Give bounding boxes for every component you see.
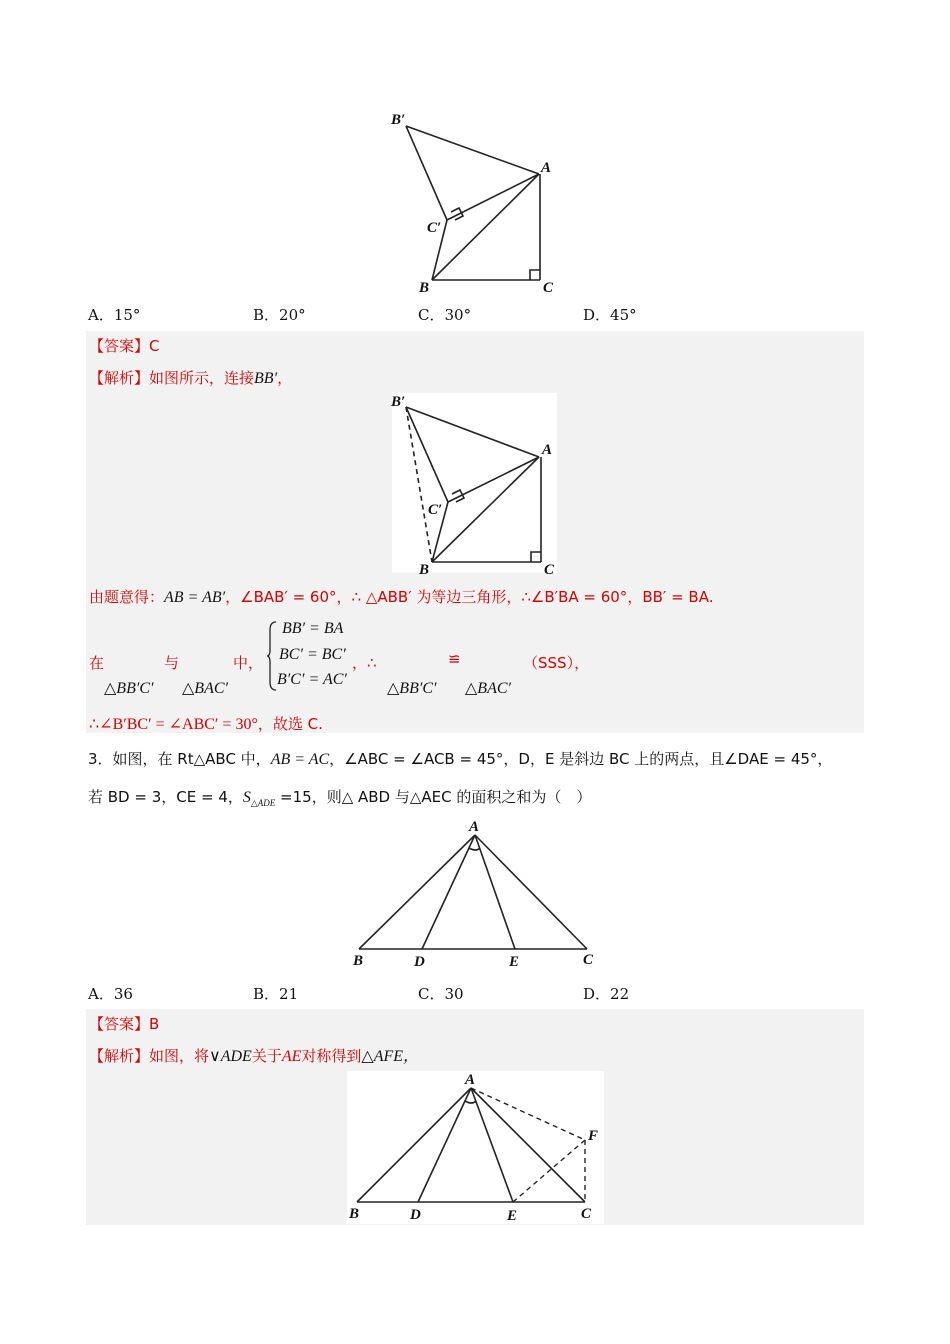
edge-a-c [471, 1088, 585, 1202]
q3-analysis-f: △AFE， [361, 1048, 420, 1065]
angle-mark-a [465, 1101, 476, 1103]
q2-line3-math: ∴∠B′BC′ = ∠ABC′ = 30° [89, 716, 258, 733]
label-f: F [588, 1128, 599, 1144]
q3-stem1-d: ，D，E 是斜边 BC 上的两点，且∠DAE = 45°， [503, 750, 833, 768]
right-angle-mark-cprime [452, 490, 464, 502]
q2-tri2: △BAC′ [182, 680, 229, 697]
label-a: A [465, 1072, 476, 1088]
label-b-prime: B′ [391, 112, 406, 128]
label-c: C [544, 562, 555, 578]
q2-answer: 【答案】C [89, 337, 160, 355]
q3-analysis-figure [345, 1068, 607, 1226]
right-angle-mark-c [530, 270, 540, 280]
q2-option-a: A．15° [88, 306, 141, 324]
q2-line1-a: 由题意得： [89, 588, 165, 606]
edge-a-e [471, 1088, 513, 1202]
q3-figure [345, 815, 605, 970]
edge-a-d [422, 835, 475, 949]
right-angle-mark-c [531, 552, 541, 562]
q3-analysis [89, 1043, 419, 1066]
dashed-f-e [513, 1140, 585, 1202]
q3-option-a: A．36 [88, 985, 133, 1003]
q3-stem2-s: S [242, 789, 251, 806]
label-e: E [509, 954, 520, 970]
q2-analysis-figure [385, 390, 560, 580]
q3-stem1-a: 3．如图，在 Rt△ABC 中， [88, 750, 271, 768]
right-angle-mark-cprime [451, 208, 463, 220]
edge-a-b [359, 835, 475, 949]
edge-bprime-cprime [406, 126, 447, 220]
edge-a-d [418, 1088, 471, 1202]
label-b-prime: B′ [391, 394, 406, 410]
label-c: C [583, 952, 594, 968]
q3-stem-line1 [88, 748, 868, 769]
q2-tri1: △BB′C′ [104, 680, 154, 697]
q3-analysis-e: 对称得到 [301, 1047, 362, 1065]
q2-brace-line1: BB′ = BA [282, 620, 344, 637]
edge-b-a [432, 174, 539, 280]
q3-stem2-b: =15，则△ ABD 与△AEC 的面积之和为（ ） [275, 788, 592, 806]
q2-tri4: △BAC′ [465, 680, 512, 697]
label-b: B [419, 280, 430, 296]
q3-option-d: D．22 [583, 985, 630, 1003]
label-c-prime: C′ [428, 502, 443, 518]
q2-analysis-math: BB′ [254, 370, 278, 387]
q3-option-c: C．30 [418, 985, 464, 1003]
q3-stem-line2 [88, 786, 868, 809]
q2-line1 [89, 586, 713, 607]
q3-analysis-d: AE [281, 1048, 302, 1065]
label-b: B [353, 953, 364, 969]
q3-stem2-sub: △ADE [250, 798, 276, 808]
q2-analysis [89, 367, 292, 388]
q2-line1-b: AB = AB′ [164, 589, 226, 606]
q3-stem1-b: AB = AC [270, 751, 330, 768]
label-a: A [469, 819, 480, 835]
q3-stem1-c: ，∠ABC = ∠ACB = 45° [329, 750, 504, 768]
q2-option-c: C．30° [418, 306, 472, 324]
q2-line1-c: ，∠BAB′ = 60° [225, 588, 337, 606]
q3-stem2-a: 若 BD = 3，CE = 4， [88, 788, 243, 806]
q3-analysis-a: 【解析】如图，将 [89, 1047, 210, 1065]
q2-analysis-prefix: 【解析】如图所示，连接 [89, 369, 255, 387]
q2-line3 [89, 713, 323, 734]
q2-option-b: B．20° [253, 306, 306, 324]
edge-a-e [475, 835, 515, 949]
edge-bprime-a [406, 126, 539, 174]
q2-option-d: D．45° [583, 306, 637, 324]
q2-tri3: △BB′C′ [387, 680, 437, 697]
angle-mark-a [469, 848, 480, 850]
dashed-bbprime [406, 407, 432, 562]
q2-congruent: ≌ [448, 650, 461, 668]
edge-cprime-a [448, 457, 539, 502]
q3-option-b: B．21 [253, 985, 299, 1003]
q3-analysis-c: 关于 [251, 1047, 282, 1065]
q3-analysis-b: ∨ADE [209, 1048, 252, 1065]
edge-a-b [357, 1088, 471, 1202]
q2-brace-line2: BC′ = BC′ [279, 646, 346, 663]
edge-a-c [475, 835, 587, 949]
q2-line1-d: ，∴ △ABB′ 为等边三角形，∴∠B′BA = 60° [336, 588, 628, 606]
label-c: C [581, 1206, 592, 1222]
label-c: C [543, 280, 554, 296]
label-b: B [419, 562, 430, 578]
q2-line3-end: ，故选 C. [257, 715, 323, 733]
label-c-prime: C′ [427, 220, 442, 236]
q2-line2-with: 与 [164, 654, 180, 672]
label-a: A [541, 160, 552, 176]
label-e: E [507, 1208, 518, 1224]
q2-analysis-suffix: ， [277, 369, 293, 387]
label-d: D [410, 1207, 421, 1223]
edge-b-a [432, 457, 539, 562]
q2-line1-e: ，BB′ = BA. [627, 588, 714, 606]
edge-bprime-a [406, 407, 539, 457]
q2-sss: （SSS）， [523, 654, 590, 672]
q2-line2-in: 在 [89, 654, 105, 672]
label-d: D [414, 954, 425, 970]
q2-therefore: ，∴ [352, 654, 377, 672]
q3-answer: 【答案】B [89, 1015, 160, 1033]
q2-brace-line3: B′C′ = AC′ [277, 671, 347, 688]
q2-figure [385, 108, 560, 298]
q2-line2-mid: 中， [233, 654, 264, 672]
label-b: B [349, 1206, 360, 1222]
label-a: A [542, 442, 553, 458]
